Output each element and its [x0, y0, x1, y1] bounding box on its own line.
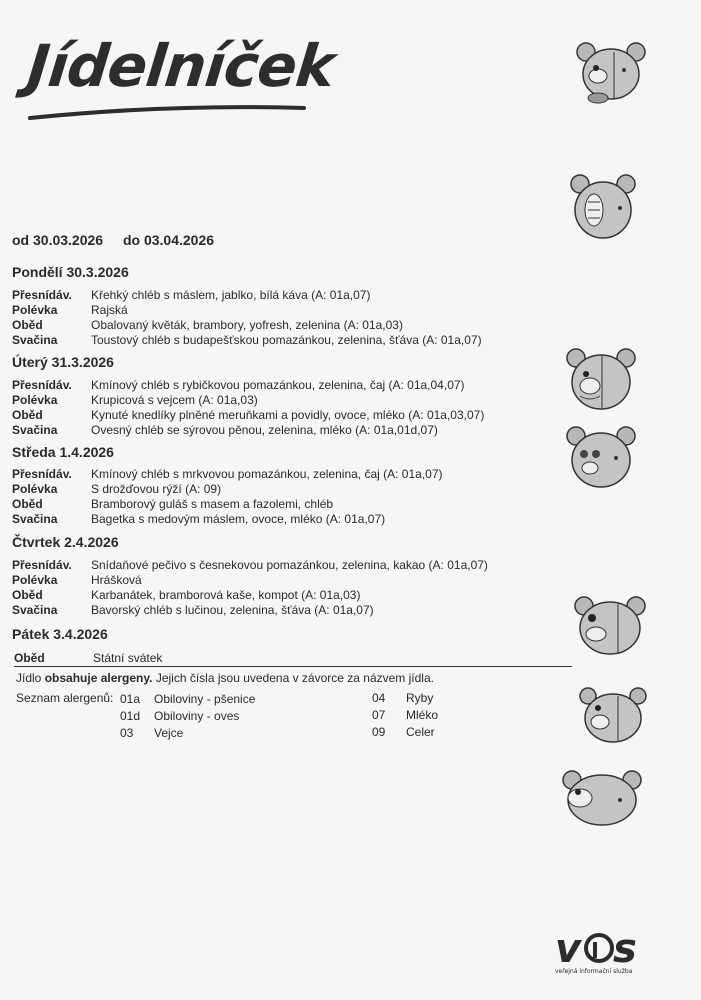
meal-text: Karbanátek, bramborová kaše, kompot (A: 01a,03) — [91, 588, 361, 602]
allergen-name: Obiloviny - pšenice — [154, 692, 256, 706]
allergen-item — [120, 691, 280, 707]
teddy-bear-illustration — [566, 346, 636, 414]
allergen-item — [120, 725, 280, 741]
week-range — [12, 232, 230, 248]
meal-label: Polévka — [12, 393, 58, 407]
meal-text: Hrášková — [91, 573, 142, 587]
allergen-note — [16, 671, 434, 685]
teddy-bear-illustration — [566, 424, 636, 492]
day-heading-wednesday: Středa 1.4.2026 — [12, 444, 114, 460]
week-to: do 03.04.2026 — [122, 232, 215, 248]
meal-label: Přesnídáv. — [12, 288, 72, 302]
day-heading-tuesday: Úterý 31.3.2026 — [12, 354, 114, 370]
meal-text: Toustový chléb s budapešťskou pomazánkou, zelenina, šťáva (A: 01a,07) — [91, 333, 482, 347]
meal-text: Bramborový guláš s masem a fazolemi, chléb — [91, 497, 334, 511]
meal-text: Snídaňové pečivo s česnekovou pomazánkou, zelenina, kakao (A: 01a,07) — [91, 558, 488, 572]
allergen-name: Vejce — [154, 726, 184, 740]
meal-label: Oběd — [14, 651, 45, 665]
meal-label: Polévka — [12, 482, 58, 496]
svg-text:s: s — [613, 926, 637, 972]
teddy-bear-illustration — [576, 40, 646, 106]
allergen-code: 04 — [372, 691, 386, 705]
teddy-bear-illustration — [574, 594, 646, 658]
allergen-name: Mléko — [406, 708, 439, 722]
note-text: Jejich čísla jsou uvedena v závorce za názvem jídla. — [152, 671, 434, 685]
meal-text: S drožďovou rýží (A: 09) — [91, 482, 222, 496]
meal-text: Bagetka s medovým máslem, ovoce, mléko (A: 01a,07) — [91, 512, 386, 526]
note-bold-text: obsahuje alergeny. — [44, 671, 153, 685]
meal-label: Přesnídáv. — [12, 467, 72, 481]
svg-text:v: v — [555, 926, 582, 972]
logo-tagline: veřejná informační služba — [555, 968, 633, 975]
page-title: Jídelníček — [24, 32, 338, 100]
meal-label: Polévka — [12, 303, 58, 317]
allergen-item — [372, 724, 472, 740]
teddy-bear-illustration — [560, 768, 644, 828]
teddy-bear-illustration — [578, 686, 648, 746]
meal-text: Kynuté knedlíky plněné meruňkami a povidly, ovoce, mléko (A: 01a,03,07) — [91, 408, 485, 422]
meal-text: Ovesný chléb se sýrovou pěnou, zelenina, mléko (A: 01a,01d,07) — [91, 423, 438, 437]
meal-label: Oběd — [12, 588, 43, 602]
meal-label: Oběd — [12, 497, 43, 511]
meal-label: Svačina — [12, 423, 58, 437]
allergen-code: 09 — [372, 725, 386, 739]
meal-label: Oběd — [12, 318, 43, 332]
title-underline-swoosh — [28, 100, 308, 122]
vis-logo — [555, 920, 647, 991]
meal-label: Polévka — [12, 573, 58, 587]
meal-label: Oběd — [12, 408, 43, 422]
meal-label: Svačina — [12, 512, 58, 526]
meal-text: Rajská — [91, 303, 128, 317]
allergen-name: Celer — [406, 725, 435, 739]
allergen-list-label: Seznam alergenů: — [16, 691, 114, 705]
meal-label: Přesnídáv. — [12, 378, 72, 392]
meal-label: Svačina — [12, 603, 58, 617]
meal-text: Kmínový chléb s mrkvovou pomazánkou, zelenina, čaj (A: 01a,07) — [91, 467, 443, 481]
day-heading-friday: Pátek 3.4.2026 — [12, 626, 108, 642]
meal-text: Obalovaný květák, brambory, yofresh, zelenina (A: 01a,03) — [91, 318, 403, 332]
meal-label: Přesnídáv. — [12, 558, 72, 572]
meal-text: Kmínový chléb s rybičkovou pomazánkou, zelenina, čaj (A: 01a,04,07) — [91, 378, 465, 392]
meal-text: Krupicová s vejcem (A: 01a,03) — [91, 393, 258, 407]
allergen-code: 07 — [372, 708, 386, 722]
allergen-item — [372, 690, 472, 706]
day-heading-monday: Pondělí 30.3.2026 — [12, 264, 129, 280]
menu-row — [14, 650, 572, 667]
allergen-code: 03 — [120, 726, 134, 740]
week-from: od 30.03.2026 — [12, 232, 104, 248]
allergen-code: 01a — [120, 692, 141, 706]
meal-text: Bavorský chléb s lučinou, zelenina, šťáva (A: 01a,07) — [91, 603, 374, 617]
note-text: Jídlo — [16, 671, 45, 685]
allergen-name: Ryby — [406, 691, 434, 705]
allergen-item — [120, 708, 280, 724]
meal-text: Státní svátek — [93, 651, 163, 665]
day-heading-thursday: Čtvrtek 2.4.2026 — [12, 534, 119, 550]
allergen-item — [372, 707, 472, 723]
allergen-code: 01d — [120, 709, 141, 723]
teddy-bear-illustration — [568, 172, 638, 242]
meal-text: Křehký chléb s máslem, jablko, bílá káva (A: 01a,07) — [91, 288, 371, 302]
allergen-name: Obiloviny - oves — [154, 709, 240, 723]
meal-label: Svačina — [12, 333, 58, 347]
